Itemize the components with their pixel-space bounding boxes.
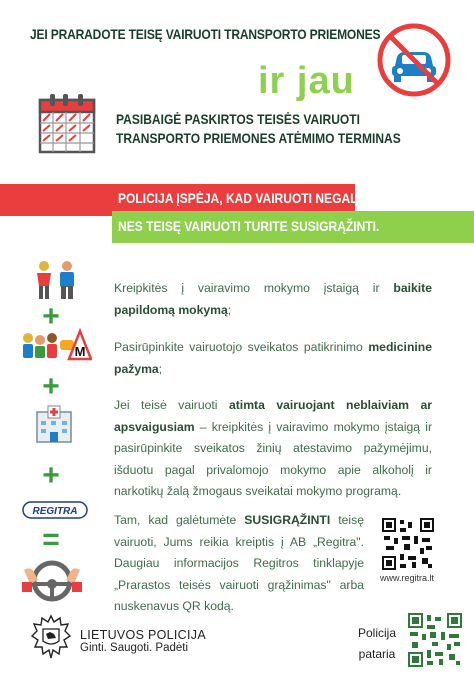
police-advice-label: [357, 623, 397, 665]
warning-banner-text: POLICIJA ĮSPĖJA, KAD VAIRUOTI NEGALITE,: [118, 190, 380, 206]
info-banner-text: NES TEISĘ VAIRUOTI TURITE SUSIGRĄŽINTI.: [118, 218, 380, 234]
step-4-text: [114, 510, 364, 618]
step-3-text: [114, 395, 432, 503]
step-3-pre: Jei teisė vairuoti: [114, 398, 229, 412]
police-emblem: [30, 614, 72, 664]
step-4-post: teisę vairuoti, Jums reikia kreiptis į AB „Regitra". Daugiau informacijos Regitros tinklapyje „Prarastos teisės vairuoti grąžinimas" arba nuskenavus QR kodą.: [114, 513, 364, 613]
step-3-post: – kreipkitės į vairavimo mokymo įstaigą ir pasirūpinkite sveikatos žinių atestavimo pažymėjimu, išduotu pagal privalomojo mokymo apie alkoholį ir narkotikų žalą žmogaus sveikatai mokymo programą.: [114, 419, 432, 498]
step-2-post: ;: [158, 361, 163, 376]
headline-line2: [116, 110, 401, 148]
step-4-pre: Tam, kad galėtumėte: [114, 513, 245, 527]
no-car-icon: [376, 22, 452, 98]
driving-school-icon: [20, 328, 92, 364]
step-4-bold: SUSIGRĄŽINTI: [244, 513, 331, 527]
headline-emphasis: ir jau: [258, 60, 355, 102]
police-advice-line2: pataria: [358, 647, 396, 661]
regitra-qr-code: [382, 518, 434, 570]
step-2-text: [114, 337, 432, 380]
step-2-pre: Pasirūpinkite vairuotojo sveikatos patikrinimo: [114, 340, 369, 354]
step-3-bold: atimta vairuojant neblaiviam ar apsvaigusiam: [114, 398, 432, 434]
step-1-text: [114, 278, 432, 321]
regitra-logo: [22, 500, 88, 520]
step-1-bold: baikite papildomą mokymą: [114, 281, 432, 317]
step-2-bold: medicinine pažyma: [114, 340, 432, 376]
police-advice-line1: Policija: [357, 626, 396, 640]
plus-sign-2: +: [42, 370, 60, 403]
equals-sign: =: [42, 523, 60, 556]
police-name: LIETUVOS POLICIJA: [80, 628, 206, 642]
regitra-website[interactable]: www.regitra.lt: [380, 573, 435, 583]
step-1-pre: Kreipkitės į vairavimo mokymo įstaigą ir: [114, 281, 394, 295]
headline-line2a: PASIBAIGĖ PASKIRTOS TEISĖS VAIRUOTI: [116, 111, 360, 127]
road-sign-letter: M: [74, 344, 86, 359]
plus-sign-3: +: [42, 459, 60, 492]
headline-line1: JEI PRARADOTE TEISĘ VAIRUOTI TRANSPORTO PRIEMONES: [30, 26, 381, 42]
police-motto: Ginti. Saugoti. Padėti: [80, 642, 189, 654]
regitra-logo-text: REGITRA: [32, 506, 78, 517]
step-1-post: ;: [227, 302, 232, 317]
calendar-icon: [38, 92, 96, 154]
police-qr-code: [408, 613, 462, 667]
hospital-icon: [34, 404, 74, 444]
steering-wheel-icon: [22, 558, 82, 604]
plus-sign-1: +: [42, 300, 60, 333]
headline-line2b: TRANSPORTO PRIEMONES ATĖMIMO TERMINAS: [116, 130, 401, 146]
people-icon: [30, 260, 82, 300]
